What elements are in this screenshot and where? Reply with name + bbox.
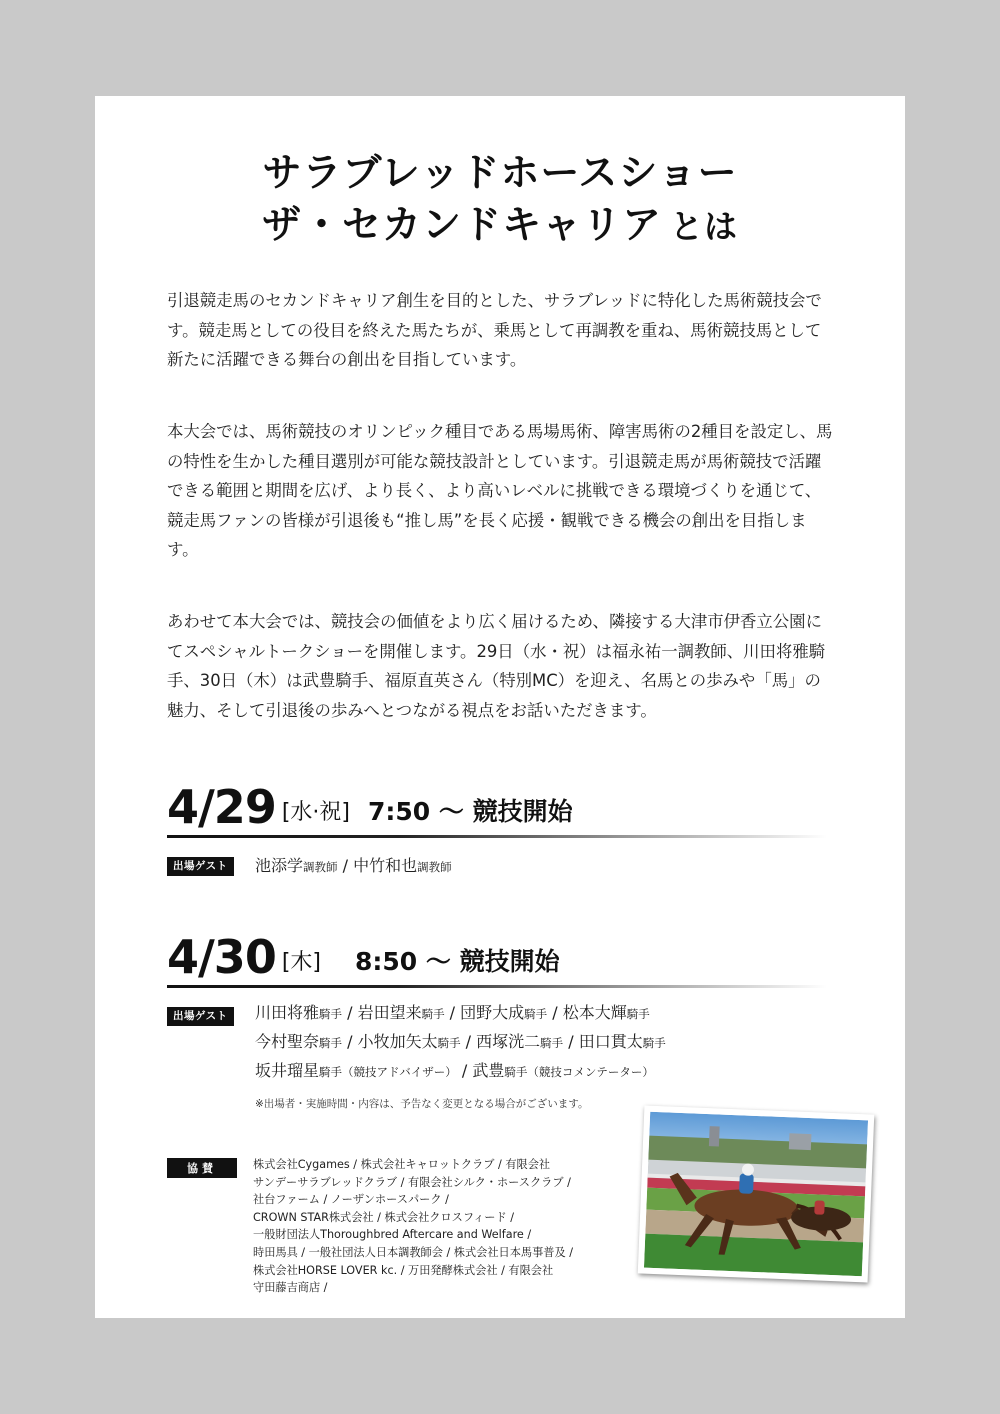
guest-name: 坂井瑠星: [255, 1061, 320, 1080]
intro-paragraph-2: 本大会では、馬術競技のオリンピック種目である馬場馬術、障害馬術の2種目を設定し、馬の特性を生かした種目選別が可能な競技設計としています。引退競走馬が馬術競技で活躍できる範囲と期間を広げ、より長く、より高いレベルに挑戦できる環境づくりを通じて、競走馬ファンの皆様が引退後も“推し馬”を長く応援・観戦できる機会の創出を目指します。: [167, 422, 833, 559]
guest-role: 騎手: [421, 1007, 445, 1021]
guest-name: 川田将雅: [255, 1003, 320, 1022]
guest-name: 今村聖奈: [255, 1032, 320, 1051]
guest-role: 騎手: [524, 1007, 548, 1021]
guest-name: 西塚洸二: [476, 1032, 541, 1051]
day2-divider: [167, 985, 827, 988]
day2-date: 4/30: [167, 930, 276, 984]
racehorse-photo: [638, 1105, 875, 1282]
sponsor-line: サンデーサラブレッドクラブ / 有限会社シルク・ホースクラブ /: [253, 1175, 571, 1189]
day1-header: [167, 780, 867, 834]
sponsor-line: CROWN STAR株式会社 / 株式会社クロスフィード /: [253, 1210, 514, 1224]
sponsor-line: 守田藤吉商店 /: [253, 1281, 328, 1295]
day2-guest-tag: 出場ゲスト: [167, 1007, 234, 1026]
guest-role: 調教師: [417, 860, 452, 874]
day1-date: 4/29: [167, 780, 276, 834]
guest-name: 中竹和也: [353, 856, 418, 875]
sponsor-line: 時田馬具 / 一般社団法人日本調教師会 / 株式会社日本馬事普及 /: [253, 1245, 573, 1259]
title-suffix: とは: [670, 207, 738, 246]
day2-guest-list: 川田将雅騎手 / 岩田望来騎手 / 団野大成騎手 / 松本大輝騎手 今村聖奈騎手 / 小牧加矢太騎手 / 西塚洸二騎手 / 田口貫太騎手 坂井瑠星騎手（競技アドバイザー） / 武豊騎手（競技コメンテーター）: [255, 1003, 666, 1080]
racehorse-photo-icon: [644, 1112, 868, 1277]
guest-name: 池添学: [255, 856, 304, 875]
title-main: ザ・セカンドキャリア: [261, 203, 662, 248]
guest-name: 小牧加矢太: [357, 1032, 438, 1051]
guest-role: 騎手: [319, 1036, 343, 1050]
day2-time: 8:50 〜 競技開始: [355, 947, 560, 976]
sponsor-line: 社台ファーム / ノーザンホースパーク /: [253, 1193, 449, 1207]
day1-dow: [水·祝]: [281, 800, 350, 825]
guest-name: 岩田望来: [357, 1003, 422, 1022]
day1-guest-tag: 出場ゲスト: [167, 857, 234, 876]
day2-header: [167, 930, 867, 984]
flyer-page: [95, 96, 905, 1318]
page-title-line2: [95, 203, 905, 248]
sponsor-line: 一般財団法人Thoroughbred Aftercare and Welfare /: [253, 1228, 532, 1242]
guest-role: 騎手（競技アドバイザー）: [319, 1065, 457, 1079]
guest-name: 松本大輝: [562, 1003, 627, 1022]
guest-name: 武豊: [472, 1061, 505, 1080]
guest-role: 騎手: [626, 1007, 650, 1021]
sponsor-line: 株式会社Cygames / 株式会社キャロットクラブ / 有限会社: [253, 1158, 551, 1171]
guest-name: 団野大成: [460, 1003, 525, 1022]
day1-time: 7:50 〜 競技開始: [368, 797, 573, 826]
guest-role: 騎手: [437, 1036, 461, 1050]
guest-role: 騎手: [319, 1007, 343, 1021]
sponsor-tag: 協賛: [167, 1158, 237, 1178]
change-notice: ※出場者・実施時間・内容は、予告なく変更となる場合がございます。: [255, 1098, 589, 1110]
sponsor-list: [253, 1156, 623, 1297]
guest-role: 騎手: [642, 1036, 666, 1050]
intro-paragraph-1: 引退競走馬のセカンドキャリア創生を目的とした、サラブレッドに特化した馬術競技会です。競走馬としての役目を終えた馬たちが、乗馬として再調教を重ね、馬術競技馬として新たに活躍できる舞台の創出を目指しています。: [167, 291, 822, 369]
day1-divider: [167, 835, 827, 838]
sponsor-line: 株式会社HORSE LOVER kc. / 万田発酵株式会社 / 有限会社: [253, 1263, 554, 1277]
guest-role: 騎手（競技コメンテーター）: [504, 1065, 654, 1079]
day2-dow: [木]: [281, 950, 321, 975]
guest-role: 騎手: [540, 1036, 564, 1050]
intro-paragraph-3: あわせて本大会では、競技会の価値をより広く届けるため、隣接する大津市伊香立公園にてスペシャルトークショーを開催します。29日（水・祝）は福永祐一調教師、川田将雅騎手、30日（木）は武豊騎手、福原直英さん（特別MC）を迎え、名馬との歩みや「馬」の魅力、そして引退後の歩みへとつながる視点をお話いただきます。: [167, 612, 826, 720]
page-title-line1: サラブレッドホースショー: [262, 151, 738, 196]
guest-name: 田口貫太: [578, 1032, 643, 1051]
guest-role: 調教師: [303, 860, 338, 874]
day1-guest-list: 池添学調教師 / 中竹和也調教師: [255, 856, 452, 875]
